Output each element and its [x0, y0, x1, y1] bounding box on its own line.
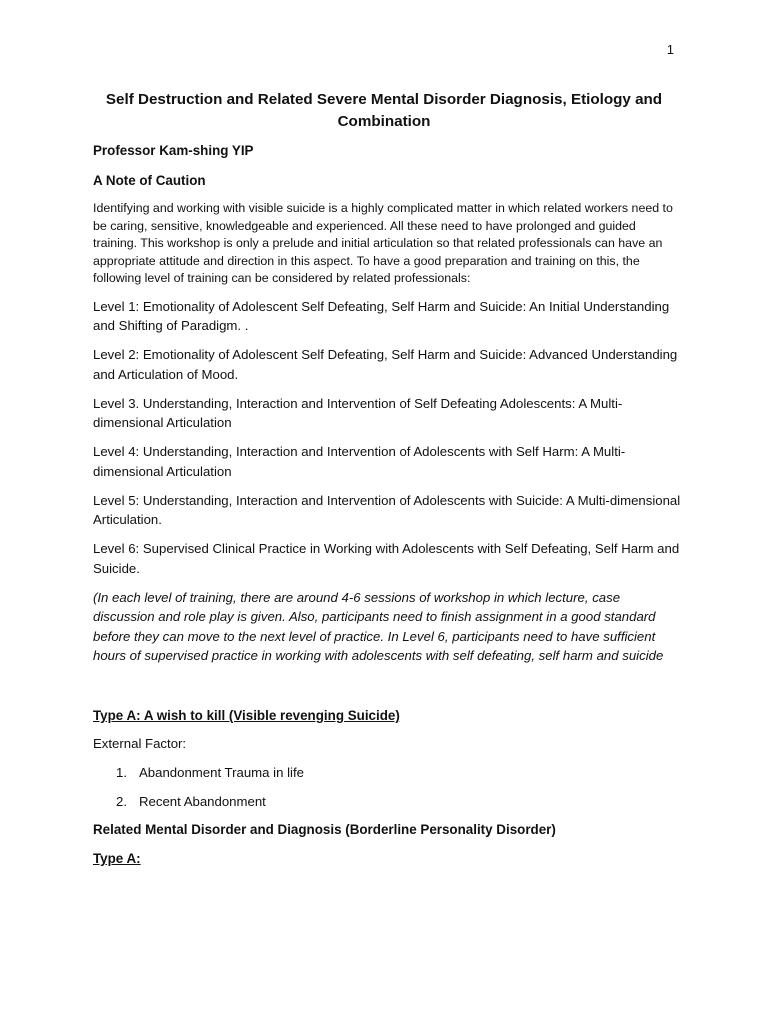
list-item-text: Recent Abandonment: [139, 793, 266, 809]
external-factor-label: External Factor:: [93, 735, 187, 751]
training-level-3: Level 3. Understanding, Interaction and Intervention of Self Defeating Adolescents: A Multi-dimensional Articulation: [93, 395, 623, 431]
page-number: 1: [666, 42, 674, 57]
caution-heading: A Note of Caution: [93, 173, 206, 188]
training-note: (In each level of training, there are around 4-6 sessions of workshop in which lecture, case discussion and role play is given. Also, participants need to finish assignment in a good standard before they can move to the next level of practice. In Level 6, participants need to have sufficient hours of supervised practice in working with adolescents with self defeating, self harm and suicide: [93, 589, 664, 664]
document-body: [93, 142, 683, 868]
training-level-4: Level 4: Understanding, Interaction and Intervention of Adolescents with Self Harm: A Multi-dimensional Articulation: [93, 444, 626, 479]
external-factor-list: [93, 763, 683, 811]
author-name: Professor Kam-shing YIP: [93, 143, 254, 158]
list-item-number: 1.: [116, 764, 127, 780]
document-title: Self Destruction and Related Severe Mental Disorder Diagnosis, Etiology and Combination: [105, 91, 663, 130]
type-a-heading: Type A: A wish to kill (Visible revenging Suicide): [93, 707, 400, 723]
type-a-subheading: Type A:: [93, 850, 141, 866]
list-item-text: Abandonment Trauma in life: [139, 764, 304, 780]
list-item: [93, 763, 683, 782]
training-level-1: Level 1: Emotionality of Adolescent Self Defeating, Self Harm and Suicide: An Initial Understanding and Shifting of Paradigm. .: [93, 298, 670, 334]
list-item: [93, 792, 683, 811]
training-level-2: Level 2: Emotionality of Adolescent Self Defeating, Self Harm and Suicide: Advanced Understanding and Articulation of Mood.: [93, 347, 678, 382]
related-disorder-heading: Related Mental Disorder and Diagnosis (Borderline Personality Disorder): [93, 821, 556, 837]
list-item-number: 2.: [116, 793, 127, 809]
training-level-6: Level 6: Supervised Clinical Practice in Working with Adolescents with Self Defeating, Self Harm and Suicide.: [93, 541, 680, 576]
training-level-5: Level 5: Understanding, Interaction and Intervention of Adolescents with Suicide: A Multi-dimensional Articulation.: [93, 492, 681, 528]
caution-paragraph: Identifying and working with visible suicide is a highly complicated matter in which related workers need to be caring, sensitive, knowledgeable and experienced. All these need to have prolonged and guided training. This workshop is only a prelude and initial articulation so that related professionals can have an appropriate attitude and direction in this aspect. To have a good preparation and training on this, the following level of training can be considered by related professionals:: [93, 201, 673, 286]
